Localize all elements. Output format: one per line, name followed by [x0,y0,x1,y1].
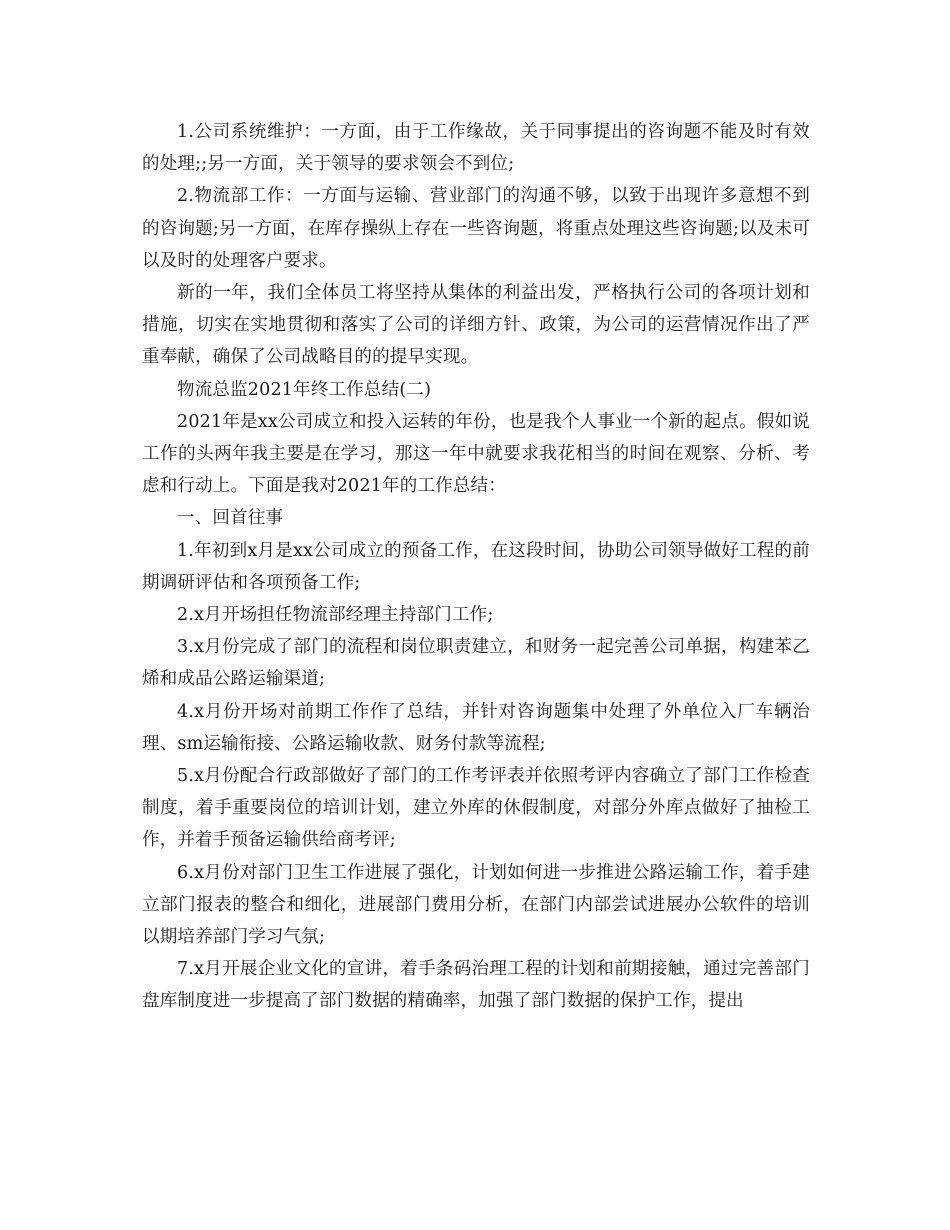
document-body [142,116,810,1018]
list-item-5: 5.x月份配合行政部做好了部门的工作考评表并依照考评内容确立了部门工作检查制度，着手重要岗位的培训计划，建立外库的休假制度，对部分外库点做好了抽检工作，并着手预备运输供给商考评; [142,766,810,851]
list-item-1: 1.年初到x月是xx公司成立的预备工作，在这段时间，协助公司领导做好工程的前期调研评估和各项预备工作; [142,540,810,593]
section-title: 物流总监2021年终工作总结(二) [177,379,432,400]
paragraph-new-year: 新的一年，我们全体员工将坚持从集体的利益出发，严格执行公司的各项计划和措施，切实在实地贯彻和落实了公司的详细方针、政策，为公司的运营情况作出了严重奉献，确保了公司战略目的的提早实现。 [142,283,810,368]
list-item-7: 7.x月开展企业文化的宣讲，着手条码治理工程的计划和前期接触，通过完善部门盘库制度进一步提高了部门数据的精确率，加强了部门数据的保护工作，提出 [142,959,810,1012]
list-item-2: 2.x月开场担任物流部经理主持部门工作; [177,605,494,626]
paragraph-system-maintenance: 1.公司系统维护：一方面，由于工作缘故，关于同事提出的咨询题不能及时有效的处理;;另一方面，关于领导的要求领会不到位; [142,122,810,175]
list-item-6: 6.x月份对部门卫生工作进展了强化，计划如何进一步推进公路运输工作，着手建立部门报表的整合和细化，进展部门费用分析，在部门内部尝试进展办公软件的培训以期培养部门学习气氛; [142,862,810,948]
paragraph-intro-2021: 2021年是xx公司成立和投入运转的年份，也是我个人事业一个新的起点。假如说工作的头两年我主要是在学习，那这一年中就要求我花相当的时间在观察、分析、考虑和行动上。下面是我对2021年的工作总结： [142,411,810,497]
list-item-4: 4.x月份开场对前期工作作了总结，并针对咨询题集中处理了外单位入厂车辆治理、sm运输衔接、公路运输收款、财务付款等流程; [142,701,810,754]
section-heading-review: 一、回首往事 [177,508,284,529]
paragraph-logistics-work: 2.物流部工作：一方面与运输、营业部门的沟通不够，以致于出现许多意想不到的咨询题;另一方面，在库存操纵上存在一些咨询题，将重点处理这些咨询题;以及未可以及时的处理客户要求。 [142,186,810,271]
list-item-3: 3.x月份完成了部门的流程和岗位职责建立，和财务一起完善公司单据，构建苯乙烯和成品公路运输渠道; [142,637,810,690]
